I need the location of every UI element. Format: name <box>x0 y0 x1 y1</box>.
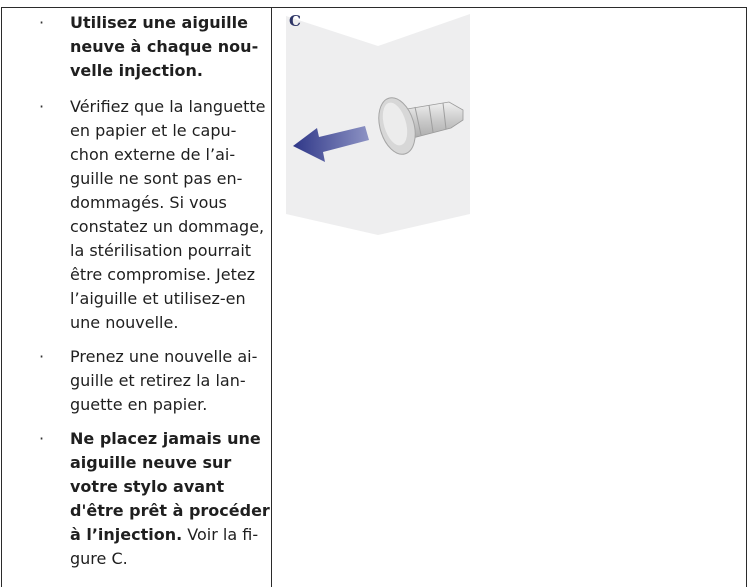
bullet: · <box>39 429 45 448</box>
text-segment: guette en papier. <box>70 395 208 414</box>
text-segment: gure C. <box>70 549 128 568</box>
text-segment: aiguille neuve sur <box>70 453 232 472</box>
text-line <box>70 35 270 59</box>
text-line <box>70 59 270 83</box>
text-line <box>70 523 270 547</box>
figure-c <box>283 6 473 236</box>
text-line <box>70 499 270 523</box>
text-segment: votre stylo avant <box>70 477 225 496</box>
text-line <box>70 239 270 263</box>
text-line <box>70 287 270 311</box>
text-line <box>70 167 270 191</box>
text-segment: Vérifiez que la languette <box>70 97 266 116</box>
instruction-text <box>70 95 270 335</box>
text-line <box>70 547 270 571</box>
text-segment: Ne placez jamais une <box>70 429 261 448</box>
text-segment: guille ne sont pas en- <box>70 169 243 188</box>
instruction-text <box>70 345 270 417</box>
bullet: · <box>39 97 45 116</box>
text-segment: l’aiguille et utilisez-en <box>70 289 246 308</box>
text-line <box>70 263 270 287</box>
text-line <box>70 475 270 499</box>
text-line <box>70 451 270 475</box>
text-line <box>70 345 270 369</box>
text-segment: en papier et le capu- <box>70 121 237 140</box>
text-segment: chon externe de l’ai- <box>70 145 236 164</box>
text-line <box>70 369 270 393</box>
text-segment: guille et retirez la lan- <box>70 371 246 390</box>
text-line <box>70 11 270 35</box>
text-segment: Prenez une nouvelle ai- <box>70 347 258 366</box>
text-segment: neuve à chaque nou- <box>70 37 259 56</box>
text-line <box>70 311 270 335</box>
text-segment: constatez un dommage, <box>70 217 265 236</box>
text-segment: Voir la fi- <box>182 525 259 544</box>
text-segment: Utilisez une aiguille <box>70 13 248 32</box>
text-segment: d'être prêt à procéder <box>70 501 270 520</box>
bullet: · <box>39 13 45 32</box>
text-line <box>70 143 270 167</box>
text-line <box>70 215 270 239</box>
instruction-text <box>70 427 270 571</box>
text-line <box>70 119 270 143</box>
text-segment: velle injection. <box>70 61 203 80</box>
text-line <box>70 427 270 451</box>
text-line <box>70 393 270 417</box>
text-segment: la stérilisation pourrait <box>70 241 252 260</box>
text-segment: une nouvelle. <box>70 313 179 332</box>
text-line <box>70 95 270 119</box>
column-divider <box>271 8 272 587</box>
text-segment: à l’injection. <box>70 525 183 544</box>
figure-label: C <box>289 12 301 30</box>
text-segment: être compromise. Jetez <box>70 265 256 284</box>
text-segment: dommagés. Si vous <box>70 193 227 212</box>
instruction-text <box>70 11 270 83</box>
bullet: · <box>39 347 45 366</box>
text-line <box>70 191 270 215</box>
